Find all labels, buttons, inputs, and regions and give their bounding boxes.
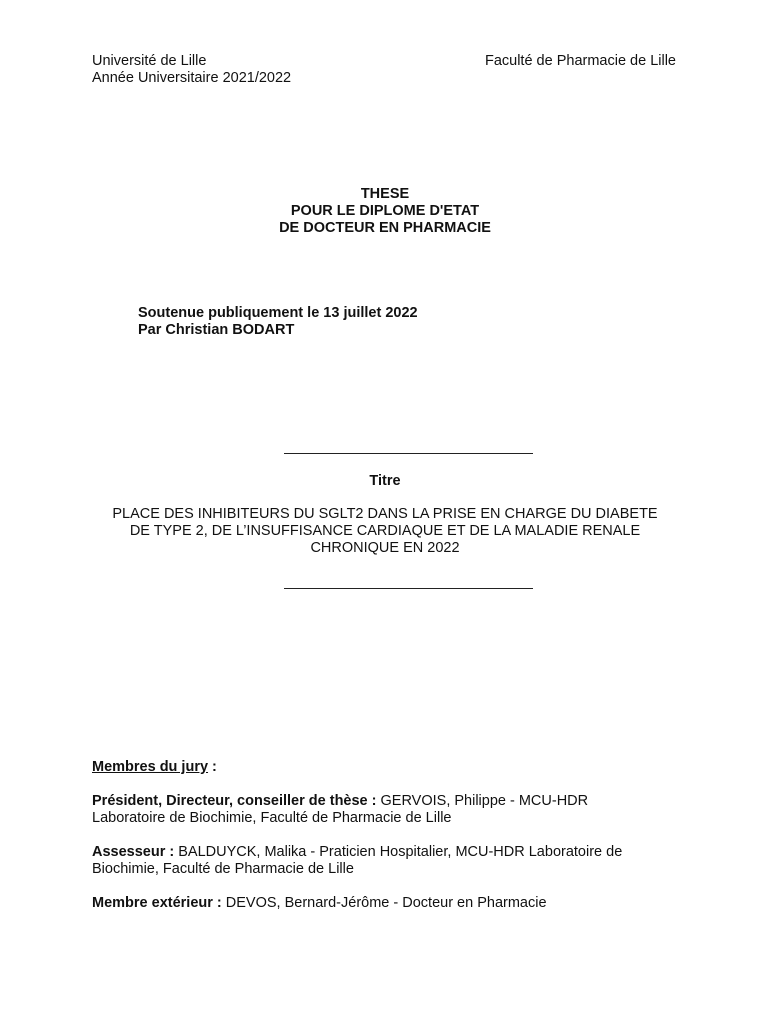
faculty-name: Faculté de Pharmacie de Lille [484,53,676,69]
university-name: Université de Lille [92,53,207,69]
member-name: DEVOS, Bernard-Jérôme - Docteur en Pharmacie [221,895,547,911]
thesis-line-1: THESE [360,186,410,202]
member-role: Assesseur : [92,844,175,860]
member-affiliation: Laboratoire de Biochimie, Faculté de Pharmacie de Lille [92,810,452,826]
member-role: Membre extérieur : [92,895,222,911]
thesis-line-3: DE DOCTEUR EN PHARMACIE [279,220,491,236]
member-name: BALDUYCK, Malika - Praticien Hospitalier, MCU-HDR Laboratoire de [174,844,623,860]
defense-info [138,305,418,339]
jury-heading-colon: : [208,759,217,775]
title-label: Titre [369,473,401,489]
member-name: GERVOIS, Philippe - MCU-HDR [376,793,589,809]
thesis-heading [0,186,770,237]
jury-heading [92,759,692,776]
title-divider-bottom [284,588,533,589]
title-line-1: PLACE DES INHIBITEURS DU SGLT2 DANS LA PRISE EN CHARGE DU DIABETE [112,506,658,522]
thesis-title [88,506,682,557]
title-line-2: DE TYPE 2, DE L’INSUFFISANCE CARDIAQUE ET DE LA MALADIE RENALE [129,523,641,539]
jury-member-assessor [92,844,692,878]
thesis-line-2: POUR LE DIPLOME D'ETAT [290,203,480,219]
title-divider-top [284,453,533,454]
author-name: Par Christian BODART [138,322,295,338]
defense-date: Soutenue publiquement le 13 juillet 2022 [138,305,418,321]
header-right [485,53,676,70]
jury-member-president [92,793,692,827]
title-line-3: CHRONIQUE EN 2022 [310,540,460,556]
member-affiliation: Biochimie, Faculté de Pharmacie de Lille [92,861,354,877]
member-role: Président, Directeur, conseiller de thèse : [92,793,377,809]
header-left [92,53,291,87]
academic-year: Année Universitaire 2021/2022 [92,70,292,86]
jury-heading-text: Membres du jury [92,759,209,775]
jury-member-external [92,895,692,912]
jury-section [92,759,692,929]
